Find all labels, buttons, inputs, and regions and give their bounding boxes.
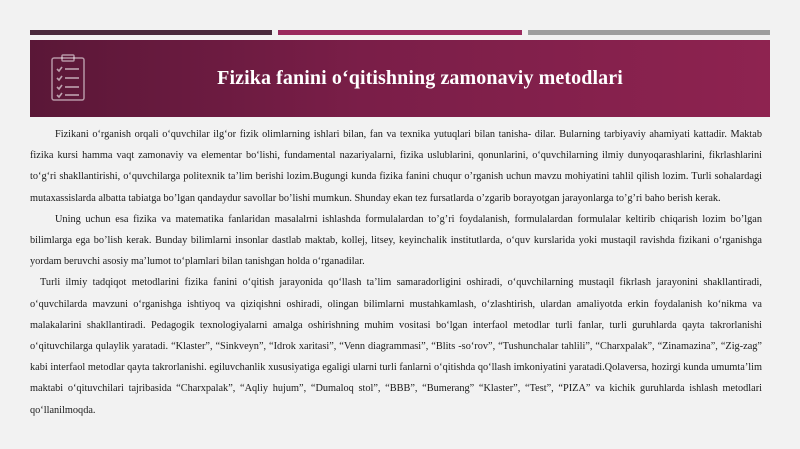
paragraph-2: Uning uchun esa fizika va matematika fanlaridan masalalrni ishlashda formulalardan to’g’ri foydalanish, formulalardan formulalar keltirib chiqarish lozim bo’lgan bilimlarga ega bo’lish kerak. Bunday bilimlarni insonlar dastlab maktab, kollej, litsey, keyinchalik institutlarda, o‘quv kurslarida yoki mustaqil ravishda fizikani o‘rganishga yordam beruvchi asosiy ma’lumot to‘plamlari bilan tanishgan holda o‘rganadilar. bbox=[30, 213, 762, 268]
top-accent-bars bbox=[30, 30, 770, 38]
accent-bar-gray bbox=[528, 30, 770, 35]
accent-bar-magenta bbox=[278, 30, 522, 35]
paragraph-1: Fizikani o‘rganish orqali o‘quvchilar ilg‘or fizik olimlarning ishlari bilan, fan va texnika yutuqlari bilan tanisha- dilar. Bularning tarbiyaviy ahamiyati kattadir. Maktab fizika kursi hamma vaqt zamonaviy va elementar bo‘lishi, fundamental nazariyalarni, fizika uslublarini, qonunlarini, o‘quvchilarning ilmiy dunyoqarashlarini, fikrlashlarini to‘g‘ri shakllantirishi, o‘quvchilarga politexnik ta’lim berishi lozim.Bugungi kunda fizika fanini chuqur o’rganish uchun mavzu mohiyatini tahlil qilish lozim. Turli sohalardagi mutaxassislarda albatta tabiatga bo’lgan qandaydur savollar bo’lishi mumkun. Shunday ekan tez fursatlarda o’zgarib borayotgan jarayonlarga to’g’ri baho berish kerak. bbox=[30, 129, 762, 204]
page-title: Fizika fanini o‘qitishning zamonaviy metodlari bbox=[217, 67, 623, 89]
paragraph-3: Turli ilmiy tadqiqot metodlarini fizika fanini o‘qitish jarayonida qo‘llash ta’lim samaradorligini oshiradi, o‘quvchilarning mustaqil fikrlash jarayonini shakllantiradi, o‘quvchilarda mavzuni o‘rganishga ishtiyoq va qiziqishni oshiradi, olingan bilimlarni mustahkamlash, o‘zlashtirish, ulardan amaliyotda erkin foydalanish ko‘nikma va malakalarini shakllantiradi. Pedagogik texnologiyalarni amalga oshirishning muhim vositasi bo‘lgan interfaol metodlar turli fanlar, turli guruhlarda qayta takrorlanishi o‘qituvchilarga qulaylik yaratadi. “Klaster”, “Sinkveyn”, “Idrok xaritasi”, “Venn diagrammasi”, “Blits -so‘rov”, “Tushunchalar tahlili”, “Charxpalak”, “Zinamazina”, “Zig-zag” kabi interfaol metodlar qayta takrorlanishi. egiluvchanlik xususiyatiga egaligi ularni turli fanlarni o‘qitishda qo‘llash imkoniyatini yaratadi.Qolaversa, hozirgi kunda umumta’lim maktabi o‘qituvchilari tajribasida “Charxpalak”, “Aqliy hujum”, “Dumaloq stol”, “BBB”, “Bumerang” “Klaster”, “Test”, “PIZA” va kichik guruhlarda ishlash metodlari qo‘llanilmoqda. bbox=[30, 277, 762, 416]
slide-body bbox=[30, 124, 762, 421]
accent-bar-dark bbox=[30, 30, 272, 35]
title-banner bbox=[30, 40, 770, 117]
